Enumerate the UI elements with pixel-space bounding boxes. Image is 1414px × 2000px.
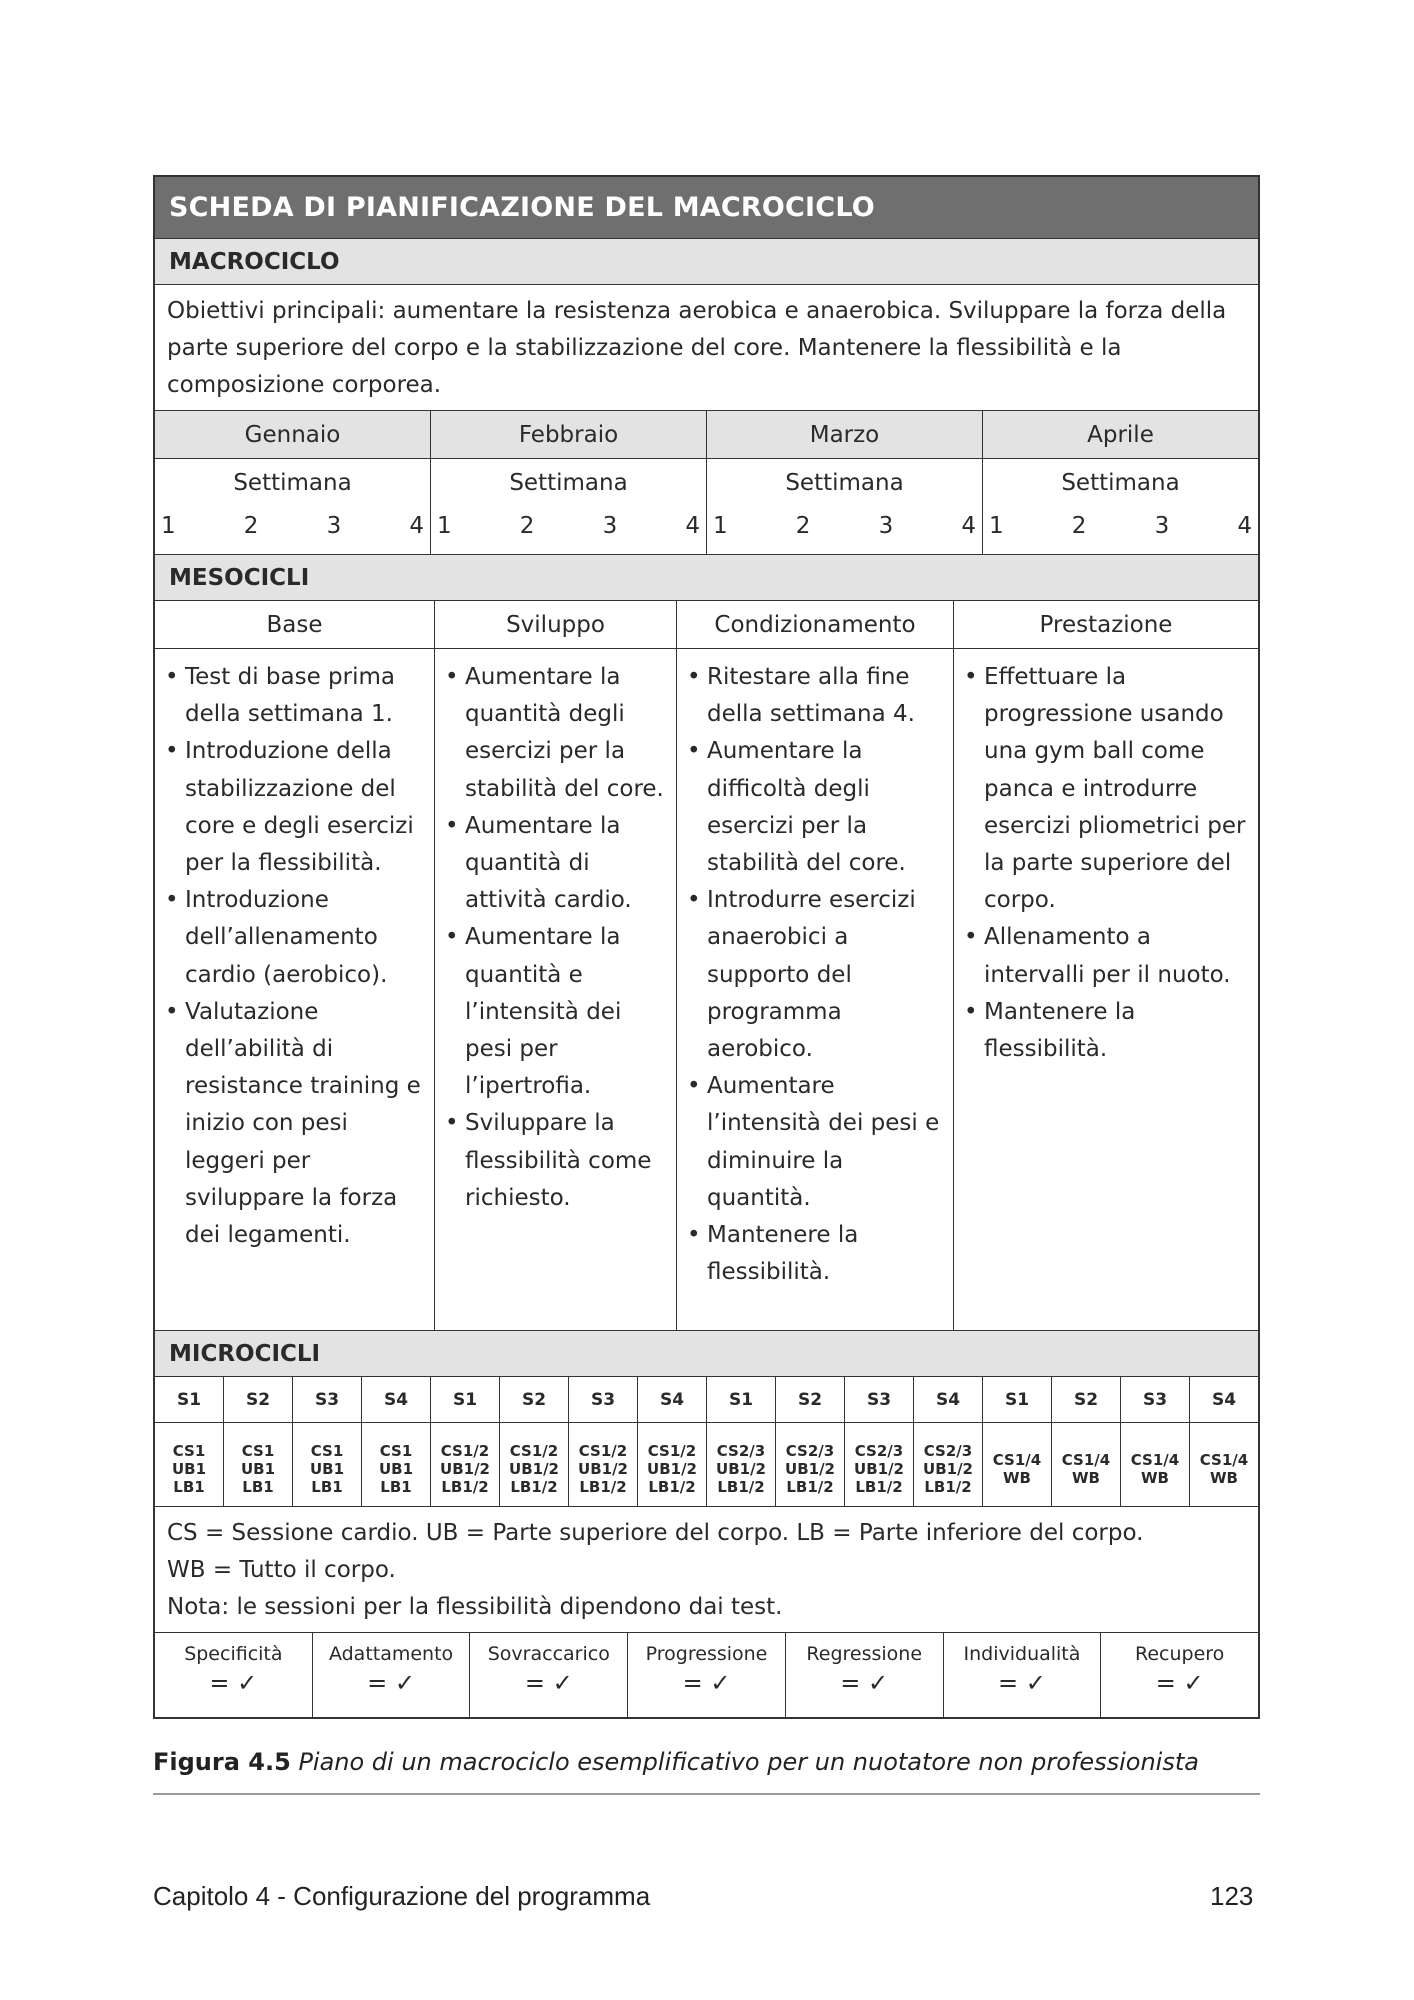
session-code: UB1 <box>171 1459 207 1478</box>
microcycle-week: S1 <box>707 1377 776 1422</box>
phase-bullet: • Aumentare la quantità di attività cardio. <box>465 808 668 920</box>
session-code: LB1 <box>242 1477 274 1496</box>
microcycle-week: S1 <box>155 1377 224 1422</box>
phase-bullet: • Ritestare alla fine della settimana 4. <box>707 659 945 733</box>
phase-bullet: • Sviluppare la flessibilità come richiesto. <box>465 1105 668 1217</box>
principle-name: Sovraccarico <box>487 1643 610 1665</box>
legend-line: WB = Tutto il corpo. <box>167 1557 396 1583</box>
session-code: UB1/2 <box>509 1459 559 1478</box>
session-code: CS2/3 <box>716 1441 766 1460</box>
microcycle-week: S4 <box>914 1377 983 1422</box>
week-label: Settimana <box>509 470 628 496</box>
session-code: CS1/2 <box>578 1441 628 1460</box>
phase-bullet: • Valutazione dell’abilità di resistance training e inizio con pesi leggeri per sviluppare la forza dei legamenti. <box>185 994 426 1254</box>
microcycle-session <box>155 1423 224 1506</box>
training-principle <box>470 1633 628 1717</box>
chapter-footer: Capitolo 4 - Configurazione del programma <box>153 1881 651 1911</box>
week-number: 4 <box>1237 513 1252 539</box>
session-code: CS2/3 <box>785 1441 835 1460</box>
session-code: CS1 <box>241 1441 275 1460</box>
month-cell: Gennaio <box>155 411 431 458</box>
check-value: = ✓ <box>367 1669 415 1697</box>
legend-line: CS = Sessione cardio. UB = Parte superiore del corpo. LB = Parte inferiore del corpo. <box>167 1520 1144 1546</box>
session-code: LB1/2 <box>510 1477 558 1496</box>
principle-name: Recupero <box>1135 1643 1225 1665</box>
microcycle-week: S3 <box>1121 1377 1190 1422</box>
month-weeks-block <box>707 459 983 554</box>
microcycle-session <box>845 1423 914 1506</box>
session-code: LB1 <box>380 1477 412 1496</box>
session-code: WB <box>1003 1468 1031 1487</box>
training-principle <box>786 1633 944 1717</box>
phase-bullet: • Introduzione della stabilizzazione del core e degli esercizi per la flessibilità. <box>185 733 426 882</box>
session-code: LB1/2 <box>855 1477 903 1496</box>
mesocycles-heading: MESOCICLI <box>155 555 1258 601</box>
week-number: 2 <box>243 513 259 539</box>
training-principle <box>944 1633 1102 1717</box>
week-number: 1 <box>713 513 728 539</box>
week-number: 3 <box>1154 513 1170 539</box>
microcycle-session <box>638 1423 707 1506</box>
session-code: UB1 <box>378 1459 414 1478</box>
principle-name: Adattamento <box>328 1643 454 1665</box>
months-row <box>155 411 1258 459</box>
phase-bullet: • Mantenere la flessibilità. <box>984 994 1250 1068</box>
session-code: LB1/2 <box>717 1477 765 1496</box>
session-code: CS1 <box>379 1441 413 1460</box>
microcycle-week: S1 <box>431 1377 500 1422</box>
week-label: Settimana <box>1061 470 1180 496</box>
phase-bullet: • Aumentare la difficoltà degli esercizi per la stabilità del core. <box>707 733 945 882</box>
week-number: 3 <box>602 513 618 539</box>
microcycle-week: S2 <box>224 1377 293 1422</box>
figure-caption <box>153 1748 1199 1776</box>
training-principles-row <box>155 1633 1258 1717</box>
phase-bullet: • Aumentare la quantità degli esercizi per la stabilità del core. <box>465 659 668 808</box>
session-code: CS1/4 <box>1061 1450 1111 1469</box>
microcycle-session <box>1121 1423 1190 1506</box>
weeks-row <box>155 459 1258 555</box>
session-code: CS1 <box>172 1441 206 1460</box>
phase-details <box>954 649 1258 1330</box>
session-code: LB1 <box>311 1477 343 1496</box>
microcycle-session <box>1052 1423 1121 1506</box>
page-number: 123 <box>1210 1881 1254 1911</box>
session-code: CS1/2 <box>647 1441 697 1460</box>
microcycle-session <box>983 1423 1052 1506</box>
week-label: Settimana <box>785 470 904 496</box>
session-code: LB1/2 <box>441 1477 489 1496</box>
microcycle-week: S2 <box>776 1377 845 1422</box>
session-code: UB1/2 <box>578 1459 628 1478</box>
week-number: 3 <box>878 513 894 539</box>
week-numbers <box>431 505 706 553</box>
week-number: 4 <box>685 513 700 539</box>
session-code: CS2/3 <box>923 1441 973 1460</box>
microcycle-week: S3 <box>293 1377 362 1422</box>
phase-bullet: • Aumentare la quantità e l’intensità dei pesi per l’ipertrofia. <box>465 919 668 1105</box>
phase-details <box>155 649 435 1330</box>
session-code: WB <box>1210 1468 1238 1487</box>
check-value: = ✓ <box>840 1669 889 1697</box>
microcycle-week: S4 <box>362 1377 431 1422</box>
week-numbers <box>707 505 982 553</box>
session-code: WB <box>1141 1468 1169 1487</box>
session-code: LB1/2 <box>579 1477 627 1496</box>
main-objectives: Obiettivi principali: aumentare la resistenza aerobica e anaerobica. Sviluppare la forza della parte superiore del corpo e la stabilizzazione del core. Mantenere la flessibilità e la composizione corporea. <box>155 285 1258 411</box>
training-principle <box>628 1633 786 1717</box>
microcycle-session <box>569 1423 638 1506</box>
session-code: UB1/2 <box>785 1459 835 1478</box>
microcycle-weeks-row <box>155 1377 1258 1423</box>
caption-divider <box>153 1793 1260 1795</box>
microcycle-session <box>1190 1423 1258 1506</box>
microcycle-week: S2 <box>1052 1377 1121 1422</box>
microcycle-session <box>914 1423 983 1506</box>
phase-bullet: • Aumentare l’intensità dei pesi e diminuire la quantità. <box>707 1068 945 1217</box>
training-principle <box>155 1633 313 1717</box>
phase-bullet: • Allenamento a intervalli per il nuoto. <box>984 919 1250 993</box>
phase-bullet: • Introdurre esercizi anaerobici a supporto del programma aerobico. <box>707 882 945 1068</box>
month-weeks-block <box>431 459 707 554</box>
principle-name: Progressione <box>645 1643 768 1665</box>
microcycle-session <box>362 1423 431 1506</box>
principle-name: Regressione <box>806 1643 923 1665</box>
session-code: LB1/2 <box>786 1477 834 1496</box>
session-code: UB1/2 <box>716 1459 766 1478</box>
macrocycle-planning-sheet <box>153 175 1260 1719</box>
microcycles-heading: MICROCICLI <box>155 1331 1258 1377</box>
session-code: UB1 <box>240 1459 276 1478</box>
phase-name: Sviluppo <box>435 601 677 648</box>
week-number: 2 <box>795 513 811 539</box>
microcycle-session <box>224 1423 293 1506</box>
session-code: UB1/2 <box>923 1459 973 1478</box>
session-code: CS1/4 <box>1199 1450 1249 1469</box>
session-code: UB1/2 <box>647 1459 697 1478</box>
month-cell: Marzo <box>707 411 983 458</box>
phase-details <box>435 649 677 1330</box>
sheet-title: SCHEDA DI PIANIFICAZIONE DEL MACROCICLO <box>155 177 1258 239</box>
phase-name: Condizionamento <box>677 601 954 648</box>
week-number: 2 <box>519 513 535 539</box>
principle-name: Individualità <box>963 1643 1081 1665</box>
week-numbers <box>155 505 430 553</box>
week-number: 4 <box>409 513 424 539</box>
check-value: = ✓ <box>209 1669 258 1697</box>
session-code: WB <box>1072 1468 1100 1487</box>
session-code: UB1 <box>309 1459 345 1478</box>
week-number: 1 <box>161 513 176 539</box>
macrocycle-heading: MACROCICLO <box>155 239 1258 285</box>
mesocycle-details-row <box>155 649 1258 1331</box>
phase-bullet: • Introduzione dell’allenamento cardio (aerobico). <box>185 882 426 994</box>
phase-name: Prestazione <box>1039 611 1173 638</box>
principle-name: Specificità <box>184 1643 283 1665</box>
microcycle-session <box>500 1423 569 1506</box>
legend-line: Nota: le sessioni per la flessibilità dipendono dai test. <box>167 1594 783 1620</box>
caption-text: Piano di un macrociclo esemplificativo per un nuotatore non professionista <box>298 1748 1199 1776</box>
week-number: 3 <box>326 513 342 539</box>
session-code: LB1 <box>173 1477 205 1496</box>
session-code: CS1/4 <box>992 1450 1042 1469</box>
microcycle-session <box>431 1423 500 1506</box>
legend <box>155 1507 1258 1633</box>
check-value: = ✓ <box>682 1669 731 1697</box>
check-value: = ✓ <box>998 1669 1046 1697</box>
microcycle-week: S4 <box>1211 1389 1237 1410</box>
phase-bullet: • Test di base prima della settimana 1. <box>185 659 426 733</box>
session-code: LB1/2 <box>648 1477 696 1496</box>
caption-label: Figura 4.5 <box>153 1748 291 1776</box>
phase-name: Base <box>155 601 435 648</box>
session-code: CS1/2 <box>440 1441 490 1460</box>
session-code: UB1/2 <box>854 1459 904 1478</box>
month-weeks-block <box>983 459 1258 554</box>
week-number: 4 <box>961 513 976 539</box>
microcycle-session <box>293 1423 362 1506</box>
week-number: 1 <box>437 513 452 539</box>
microcycle-session <box>707 1423 776 1506</box>
month-cell: Aprile <box>1087 421 1154 448</box>
microcycle-week: S3 <box>845 1377 914 1422</box>
month-cell: Febbraio <box>431 411 707 458</box>
training-principle <box>1101 1633 1258 1717</box>
session-code: LB1/2 <box>924 1477 972 1496</box>
month-weeks-block <box>155 459 431 554</box>
microcycle-week: S2 <box>500 1377 569 1422</box>
microcycle-session <box>776 1423 845 1506</box>
phase-details <box>677 649 954 1330</box>
week-number: 1 <box>989 513 1004 539</box>
session-code: UB1/2 <box>440 1459 490 1478</box>
session-code: CS2/3 <box>854 1441 904 1460</box>
training-principle <box>313 1633 471 1717</box>
microcycle-week: S3 <box>569 1377 638 1422</box>
check-value: = ✓ <box>1155 1669 1204 1697</box>
check-value: = ✓ <box>524 1669 573 1697</box>
session-code: CS1/2 <box>509 1441 559 1460</box>
session-code: CS1/4 <box>1130 1450 1180 1469</box>
microcycle-week: S4 <box>638 1377 707 1422</box>
week-number: 2 <box>1071 513 1087 539</box>
week-numbers <box>983 505 1258 553</box>
microcycle-sessions-row <box>155 1423 1258 1507</box>
session-code: CS1 <box>310 1441 344 1460</box>
phase-bullet: • Effettuare la progressione usando una gym ball come panca e introdurre esercizi pliometrici per la parte superiore del corpo. <box>984 659 1250 919</box>
mesocycle-phases-row <box>155 601 1258 649</box>
phase-bullet: • Mantenere la flessibilità. <box>707 1217 945 1291</box>
week-label: Settimana <box>233 470 352 496</box>
microcycle-week: S1 <box>983 1377 1052 1422</box>
